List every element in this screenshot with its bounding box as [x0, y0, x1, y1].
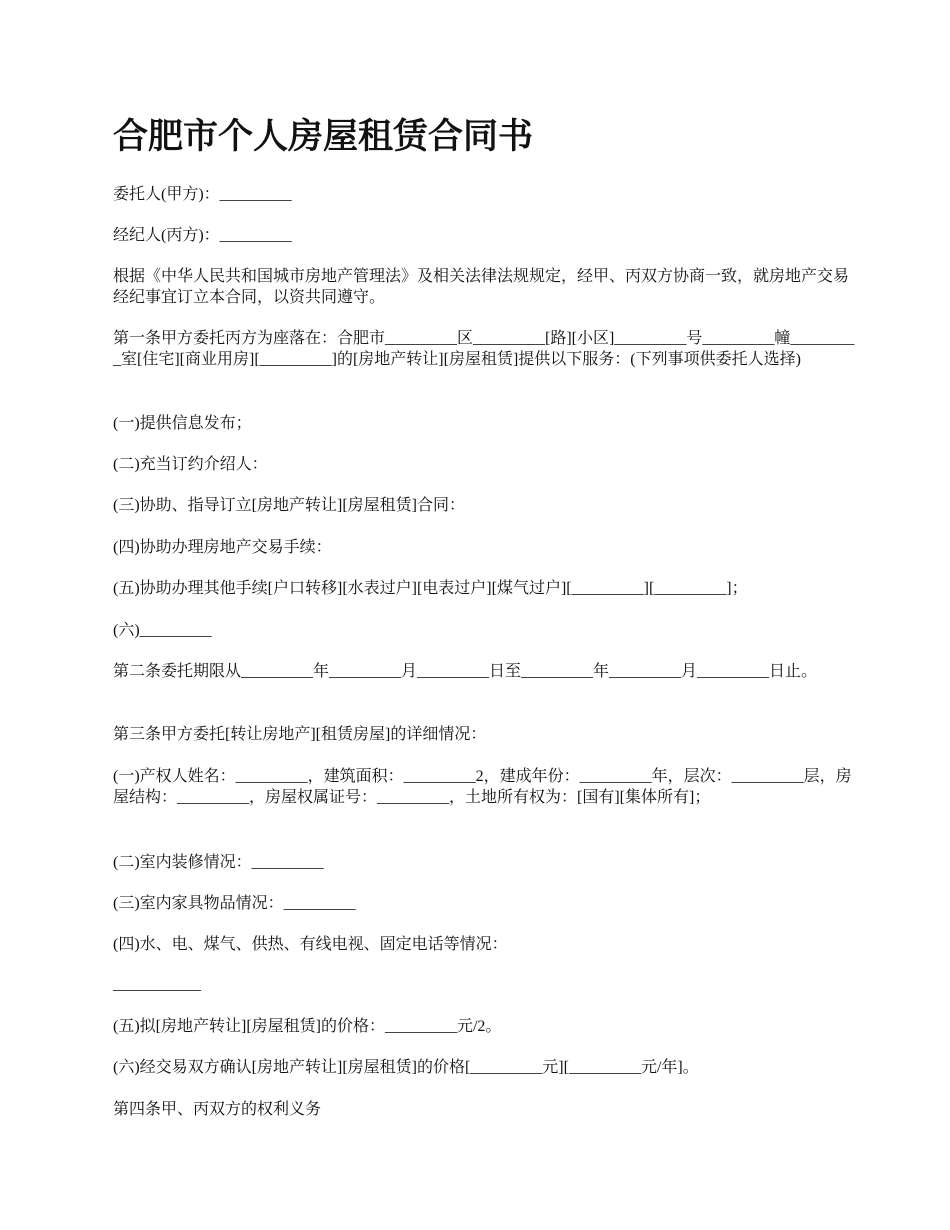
- party-c-line: 经纪人(丙方)：_________: [113, 227, 292, 244]
- service-item-1: (一)提供信息发布；: [113, 415, 252, 432]
- property-details-4-blank: ___________: [113, 976, 201, 993]
- property-details-4: (四)水、电、煤气、供热、有线电视、固定电话等情况：: [113, 936, 508, 953]
- property-details-2: (二)室内装修情况：_________: [113, 854, 324, 871]
- service-item-5: (五)协助办理其他手续[户口转移][水表过户][电表过户][煤气过户][_________][_________]；: [113, 580, 748, 597]
- service-item-3: (三)协助、指导订立[房地产转让][房屋租赁]合同：: [113, 497, 465, 514]
- article-1-paragraph: 第一条甲方委托丙方为座落在：合肥市_________区_________[路][小区]_________号_________幢_________室[住宅][商业用房][_________]的[房地产转让][房屋租赁]提供以下服务：(下列事项供委托人选择): [113, 330, 855, 368]
- service-item-6: (六)_________: [113, 622, 212, 639]
- property-details-5: (五)拟[房地产转让][房屋租赁]的价格：_________元/2。: [113, 1018, 502, 1035]
- property-details-3: (三)室内家具物品情况：_________: [113, 895, 356, 912]
- service-item-4: (四)协助办理房地产交易手续：: [113, 539, 332, 556]
- article-3-heading: 第三条甲方委托[转让房地产][租赁房屋]的详细情况：: [113, 726, 487, 743]
- article-4-heading: 第四条甲、丙双方的权利义务: [113, 1101, 322, 1118]
- party-a-line: 委托人(甲方)：_________: [113, 186, 292, 203]
- property-details-6: (六)经交易双方确认[房地产转让][房屋租赁]的价格[_________元][_________元/年]。: [113, 1059, 699, 1076]
- document-title: 合肥市个人房屋租赁合同书: [113, 117, 534, 157]
- article-2-paragraph: 第二条委托期限从_________年_________月_________日至_________年_________月_________日止。: [113, 663, 818, 680]
- service-item-2: (二)充当订约介绍人：: [113, 456, 268, 473]
- property-details-1: (一)产权人姓名：_________，建筑面积：_________2，建成年份：_________年，层次：_________层，房屋结构：_________，房屋权属证号：_________，土地所有权为：[国有][集体所有]；: [113, 768, 852, 806]
- preamble-paragraph: 根据《中华人民共和国城市房地产管理法》及相关法律法规规定，经甲、丙双方协商一致，就房地产交易经纪事宜订立本合同，以资共同遵守。: [113, 268, 850, 306]
